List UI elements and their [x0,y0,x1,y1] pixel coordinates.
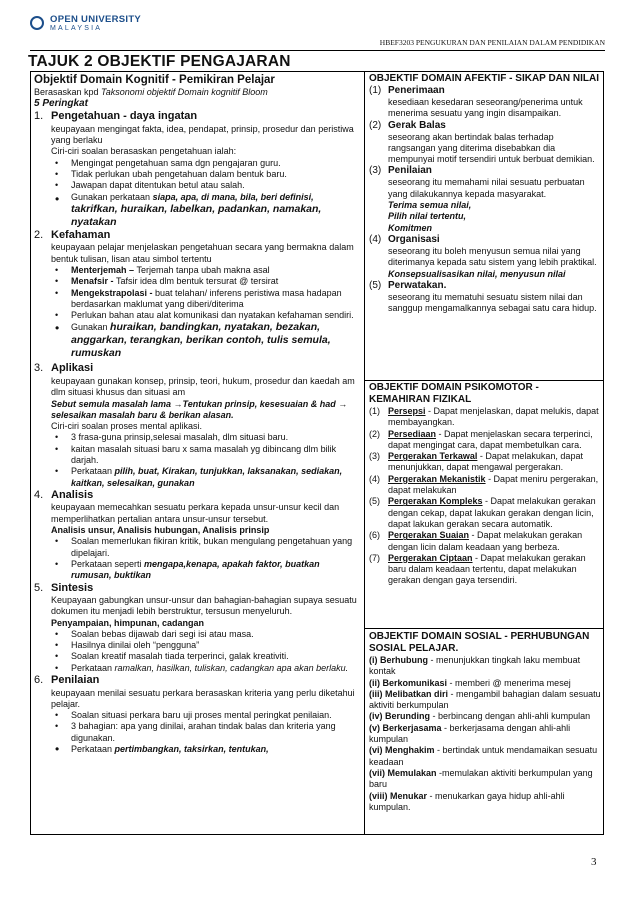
sosial-item-title: (i) Berhubung [369,655,428,665]
level-4-bullet-2-keywords: mengapa,kenapa, apakah faktor, buatkan rumusan, buktikan [71,558,320,581]
list-item: • Perkataan pilih, buat, Kirakan, tunjukkan, laksanakan, sediakan, kaitkan, selesaikan, gunakan [55,466,343,488]
level-2-bullet-1: Terjemah tanpa ubah makna asal [136,264,270,275]
list-item: • kaitan masalah situasi baru x sama masalah yg dibincang dlm bilik darjah. [34,444,360,467]
level-6-bullet-3-keywords: pertimbangkan, taksirkan, tentukan, [114,744,269,755]
psikomotor-item-text [388,406,601,429]
level-3-desc: keupayaan gunakan konsep, prinsip, teori, hukum, prosedur dan kaedah am dlm situasi khusus dan situasi am [51,375,355,398]
level-2-bullet-5-keywords: huraikan, bandingkan, nyatakan, bezakan, anggarkan, terangkan, berikan contoh, tulis semula, rumuskan [71,321,331,360]
psikomotor-item-number: (1) [369,406,380,416]
kognitif-basis [34,87,360,98]
sosial-item-desc: - berbincang dengan ahli-ahli kumpulan [430,711,591,722]
sosial-item-desc: - bertindak untuk mendamaikan sesuatu keadaan [369,745,598,767]
list-item [369,496,601,530]
afektif-item-5-number: (5) [369,279,382,291]
level-5-bullet-3: Soalan kreatif masalah tiada terperinci, galak kreativiti. [71,651,289,662]
psikomotor-item-number: (5) [369,496,380,507]
row-divider-psikomotor [365,380,604,381]
psikomotor-item-text [388,451,601,474]
list-item: • Tidak perlukan ubah pengetahuan dalam bentuk baru. [34,169,360,180]
list-item [369,429,601,452]
level-5-types: Penyampaian, himpunan, cadangan [51,617,205,628]
psikomotor-item-number: (7) [369,552,380,563]
psikomotor-title: OBJEKTIF DOMAIN PSIKOMOTOR - KEMAHIRAN FIZIKAL [369,382,539,405]
level-1-desc2: Ciri-ciri soalan berasaskan pengetahuan ialah: [51,146,237,157]
level-4-types: Analisis unsur, Analisis hubungan, Analisis prinsip [51,525,270,536]
level-5-bullet-1: Soalan bebas dijawab dari segi isi atau masa. [71,628,254,639]
psikomotor-item-title: Pergerakan Suaian [388,530,470,541]
list-item [369,530,601,553]
afektif-item-4-desc: seseorang itu boleh menyusun semua nilai yang diterimanya kepada satu sistem yang lebih praktikal. [388,245,597,268]
list-item: • Perlukan bahan atau alat komunikasi dan nyatakan kefahaman sendiri. [34,310,360,321]
psikomotor-item-desc: - Dapat melakukan gerakan dengan cekap, dapat lakukan gerakan dengan licin, dapat lakukan gerakan secara automatik. [388,496,596,529]
sosial-list [369,655,601,813]
list-item [369,474,601,497]
level-6-bullet-1: Soalan situasi perkara baru uji proses mental peringkat penilaian. [71,710,332,721]
list-item [369,711,601,722]
level-2-title: Kefahaman [51,228,111,241]
psikomotor-item-title: Pergerakan Ciptaan [388,552,473,563]
afektif-item-2-number: (2) [369,119,382,131]
level-4-number: 4. [34,488,44,501]
afektif-item-4 [369,234,601,246]
kognitif-column [34,73,360,755]
level-6-bullet-3-prefix: Perkataan [71,744,115,755]
psikomotor-item-text [388,474,601,497]
sosial-section [369,631,601,813]
list-item: • Perkataan pertimbangkan, taksirkan, tentukan, [55,742,269,757]
level-3-bullet-2: kaitan masalah situasi baru x sama masalah yg dibincang dlm bilik darjah. [71,443,337,466]
level-1-bullet-1: Mengingat pengetahuan sama dgn pengajaran guru. [71,157,281,168]
level-5-bullet-2: Hasilnya dinilai oleh “pengguna” [71,640,200,651]
level-2-number: 2. [34,228,44,241]
list-item: • Soalan memerlukan fikiran kritik, bukan mengulang pengetahuan yang dipelajari. [34,536,360,559]
psikomotor-item-desc: - Dapat melakukan gerakan dengan licin dalam keadaan yang berbeza. [388,530,583,552]
afektif-title: OBJEKTIF DOMAIN AFEKTIF - SIKAP DAN NILAI [369,73,599,84]
level-4-desc: keupayaan memecahkan sesuatu perkara kepada unsur-unsur kecil dan memperlihatkan pertalian antara unsur-unsur tersebut. [51,502,340,524]
psikomotor-item-desc: - Dapat melakukan, dapat menunjukkan, dapat mengawal pergerakan. [388,451,583,473]
level-2-bullet-1-term: Menterjemah – [71,264,137,275]
level-4-bullet-2-prefix: Perkataan seperti [71,558,145,569]
level-1-bullet-4-keywords: siapa, apa, di mana, bila, beri definisi, [152,191,314,202]
psikomotor-item-title: Pergerakan Mekanistik [388,473,486,484]
afektif-item-1-desc: kesediaan kesedaran seseorang/penerima untuk menerima sesuatu yang ingin disampaikan. [388,97,583,119]
afektif-item-4-example: Konsepsualisasikan nilai, menyusun nilai [388,268,566,279]
level-2-heading [34,229,360,243]
psikomotor-item-desc: - Dapat menjelaskan secara terperinci, dapat mengingat cara, dapat membetulkan cara. [388,428,593,450]
basis-taxonomy: Taksonomi objektif Domain kognitif Bloom [101,87,268,97]
afektif-item-3-title: Penilaian [388,165,432,177]
level-3-number: 3. [34,362,44,375]
level-6-desc: keupayaan menilai sesuatu perkara berasaskan kriteria yang perlu diketahui pelajar. [51,687,355,709]
list-item [369,655,601,678]
oum-logo [30,12,150,38]
list-item [369,553,601,587]
list-item [369,791,601,814]
psikomotor-item-desc: - Dapat melakukan gerakan baru dalam keadaan tertentu, dapat melakukan gerakan dengan gaya tersendiri. [388,552,586,586]
level-2-desc: keupayaan pelajar menjelaskan pengetahuan secara yang bermakna dalam bentuk tulisan, lisan atau simbol tertentu [51,242,354,264]
afektif-section [369,73,601,314]
list-item: • Hasilnya dinilai oleh “pengguna” [34,640,360,651]
level-1-bullet-4-keywords-2: takrifkan, huraikan, labelkan, padankan, namakan, nyatakan [71,202,322,228]
level-3-title: Aplikasi [51,362,94,375]
sosial-item-title: (v) Berkerjasama [369,722,442,733]
list-item: • Soalan kreatif masalah tiada terperinci, galak kreativiti. [34,651,360,662]
list-item [369,451,601,474]
psikomotor-item-text [388,496,601,530]
level-3-heading [34,362,360,376]
list-item: • Perkataan seperti mengapa,kenapa, apakah faktor, buatkan rumusan, buktikan [55,558,320,581]
level-1-title: Pengetahuan - daya ingatan [51,110,198,123]
page-number: 3 [591,856,597,868]
list-item [369,723,601,746]
logo-emblem-icon [30,16,44,30]
psikomotor-item-title: Persediaan [388,428,437,439]
afektif-item-3-example-1: Terima semua nilai, [388,200,472,211]
column-divider [364,71,365,835]
list-item [369,745,601,768]
level-3-desc2: Ciri-ciri soalan proses mental aplikasi. [51,421,203,432]
list-item: • 3 frasa-guna prinsip,selesai masalah, dlm situasi baru. [34,432,360,443]
psikomotor-item-title: Pergerakan Terkawal [388,451,478,462]
sosial-item-title: (vii) Memulakan [369,767,437,778]
psikomotor-item-text [388,429,601,452]
level-2-bullet-5-prefix: Gunakan [71,322,111,333]
logo-text-top: OPEN UNIVERSITY [50,14,142,25]
list-item: • Gunakan perkataan siapa, apa, di mana, bila, beri definisi, takrifkan, huraikan, labelkan, padankan, namakan, nyatakan [34,192,360,229]
psikomotor-section [369,382,601,587]
level-4-title: Analisis [51,488,94,501]
level-6-heading [34,674,360,688]
level-6-title: Penilaian [51,674,100,687]
list-item [369,406,601,429]
afektif-item-2-desc: seseorang akan bertindak balas terhadap rangsangan yang diterima disebabkan dia mempunyai motif tersendiri untuk berbuat demikian. [388,131,595,165]
list-item: • Menafsir - Tafsir idea dlm bentuk tersurat @ tersirat [55,276,279,287]
list-item [369,689,601,712]
list-item: • Gunakan huraikan, bandingkan, nyatakan, bezakan, anggarkan, terangkan, berikan contoh, tulis semula, rumuskan [55,321,331,360]
afektif-item-4-title: Organisasi [388,233,440,245]
psikomotor-item-title: Persepsi [388,406,426,416]
list-item: • Soalan bebas dijawab dari segi isi atau masa. [34,629,360,640]
sosial-item-desc: - berkerjasama dengan ahli-ahli kumpulan [369,722,571,745]
sosial-item-title: (iv) Berunding [369,711,430,722]
psikomotor-item-desc: - Dapat menjelaskan, dapat melukis, dapat membayangkan. [388,406,599,428]
list-item: • Perkataan ramalkan, hasilkan, tuliskan, cadangkan apa akan berlaku. [55,662,349,673]
afektif-item-3-example-3: Komitmen [388,222,433,233]
list-item [369,678,601,689]
afektif-item-3 [369,165,601,177]
level-2-bullet-3-term: Mengekstrapolasi - [71,287,156,298]
sosial-item-title: (viii) Menukar [369,790,428,801]
level-1-bullet-4-prefix: Gunakan perkataan [71,191,153,202]
afektif-item-3-desc: seseorang itu memahami nilai sesuatu perbuatan yang dilakukannya kepada masyarakat. [388,177,585,199]
list-item: • Jawapan dapat ditentukan betul atau salah. [34,180,360,191]
level-2-bullet-2-term: Menafsir - [71,276,117,287]
psikomotor-item-number: (4) [369,473,380,484]
level-2-bullet-3: buat telahan/ inferens peristiwa masa hadapan berdasarkan maklumat yang diberi/diterima [71,287,342,309]
level-3-bullet-3-keywords: pilih, buat, Kirakan, tunjukkan, laksanakan, sediakan, kaitkan, selesaikan, gunakan [71,466,343,488]
basis-prefix: Berasaskan kpd [34,87,102,97]
sosial-item-desc: - memberi @ menerima mesej [447,677,571,688]
sosial-item-title: (vi) Menghakim [369,745,435,756]
afektif-item-5-desc: seseorang itu mematuhi sesuatu sistem nilai dan sanggup mengamalkannya sebagai satu cara hidup. [388,291,597,314]
sosial-item-title: (ii) Berkomunikasi [369,677,448,688]
level-5-heading [34,582,360,596]
levels-title: 5 Peringkat [34,98,88,110]
afektif-item-1-title: Penerimaan [388,85,445,96]
list-item: • Soalan situasi perkara baru uji proses mental peringkat penilaian. [34,710,360,721]
sosial-item-desc: - menukarkan gaya hidup ahli-ahli kumpulan. [369,790,565,812]
level-1-number: 1. [34,110,44,123]
page-header [30,12,605,54]
level-3-bullet-3-prefix: Perkataan [71,466,115,477]
psikomotor-item-number: (2) [369,428,380,439]
row-divider-sosial [365,628,604,629]
afektif-item-2 [369,120,601,132]
level-5-desc: Keupayaan gabungkan unsur-unsur dan bahagian-bahagian supaya sesuatu dokumen itu menjadi lebih berstruktur, tersusun menyeluruh. [51,595,357,617]
level-4-bullet-1: Soalan memerlukan fikiran kritik, bukan mengulang pengetahuan yang dipelajari. [71,536,353,558]
sosial-item-desc: -memulakan aktiviti berkumpulan yang baru [369,767,593,790]
level-5-number: 5. [34,581,44,594]
psikomotor-item-title: Pergerakan Kompleks [388,496,483,507]
afektif-item-2-title: Gerak Balas [388,119,446,131]
sosial-title: OBJEKTIF DOMAIN SOSIAL - PERHUBUNGAN SOSIAL PELAJAR. [369,631,590,654]
level-1-bullet-3: Jawapan dapat ditentukan betul atau salah. [71,180,245,191]
list-item: • Menterjemah – Terjemah tanpa ubah makna asal [55,264,270,275]
level-1-desc: keupayaan mengingat fakta, idea, pendapat, prinsip, prosedur dan peristiwa yang berlaku [51,123,354,146]
logo-text-bottom: MALAYSIA [50,25,103,32]
sosial-item-desc: - mengambil bahagian dalam sesuatu aktiviti berkumpulan [369,688,601,711]
level-6-bullet-2: 3 bahagian: apa yang dinilai, arahan tindak balas dan kriteria yang digunakan. [71,721,336,743]
sosial-item-desc: - menunjukkan tingkah laku membuat kontak [369,655,581,677]
afektif-item-3-number: (3) [369,165,382,177]
list-item: • 3 bahagian: apa yang dinilai, arahan tindak balas dan kriteria yang digunakan. [34,721,360,744]
psikomotor-item-text [388,553,601,587]
course-code-title: HBEF3203 PENGUKURAN DAN PENILAIAN DALAM PENDIDIKAN [379,38,605,47]
psikomotor-item-text [388,530,601,553]
level-2-bullet-4: Perlukan bahan atau alat komunikasi dan nyatakan kefahaman sendiri. [71,310,354,321]
psikomotor-list [369,406,601,587]
list-item [369,768,601,791]
level-4-heading [34,489,360,503]
level-1-heading [34,110,360,124]
afektif-item-5 [369,280,601,292]
afektif-item-5-title: Perwatakan. [388,279,447,291]
level-3-bullet-1: 3 frasa-guna prinsip,selesai masalah, dlm situasi baru. [71,432,289,443]
psikomotor-item-desc: - Dapat meniru pergerakan, dapat melakukan [388,473,599,496]
afektif-item-1-number: (1) [369,85,382,96]
kognitif-title: Objektif Domain Kognitif - Pemikiran Pelajar [34,74,275,86]
level-3-steps: Sebut semula masalah lama →Tentukan prinsip, kesesuaian & had → selesaikan masalah baru & berikan alasan. [51,398,348,420]
level-6-number: 6. [34,674,44,687]
page-title: TAJUK 2 OBJEKTIF PENGAJARAN [28,53,291,70]
list-item: • Mengingat pengetahuan sama dgn pengajaran guru. [34,158,360,169]
level-5-bullet-4-prefix: Perkataan [71,662,115,673]
sosial-item-title: (iii) Melibatkan diri [369,688,449,699]
level-2-bullet-2: Tafsir idea dlm bentuk tersurat @ tersirat [116,276,279,287]
afektif-item-3-example-2: Pilih nilai tertentu, [388,211,467,222]
level-5-title: Sintesis [51,581,94,594]
list-item: • Mengekstrapolasi - buat telahan/ inferens peristiwa masa hadapan berdasarkan maklumat yang diberi/diterima [55,287,342,309]
level-5-bullet-4-keywords: ramalkan, hasilkan, tuliskan, cadangkan apa akan berlaku. [114,662,349,673]
psikomotor-item-number: (3) [369,451,380,462]
header-rule [30,50,605,51]
afektif-item-1 [369,85,601,97]
level-1-bullet-2: Tidak perlukan ubah pengetahuan dalam bentuk baru. [71,168,287,179]
psikomotor-item-number: (6) [369,530,380,541]
afektif-item-4-number: (4) [369,233,382,245]
